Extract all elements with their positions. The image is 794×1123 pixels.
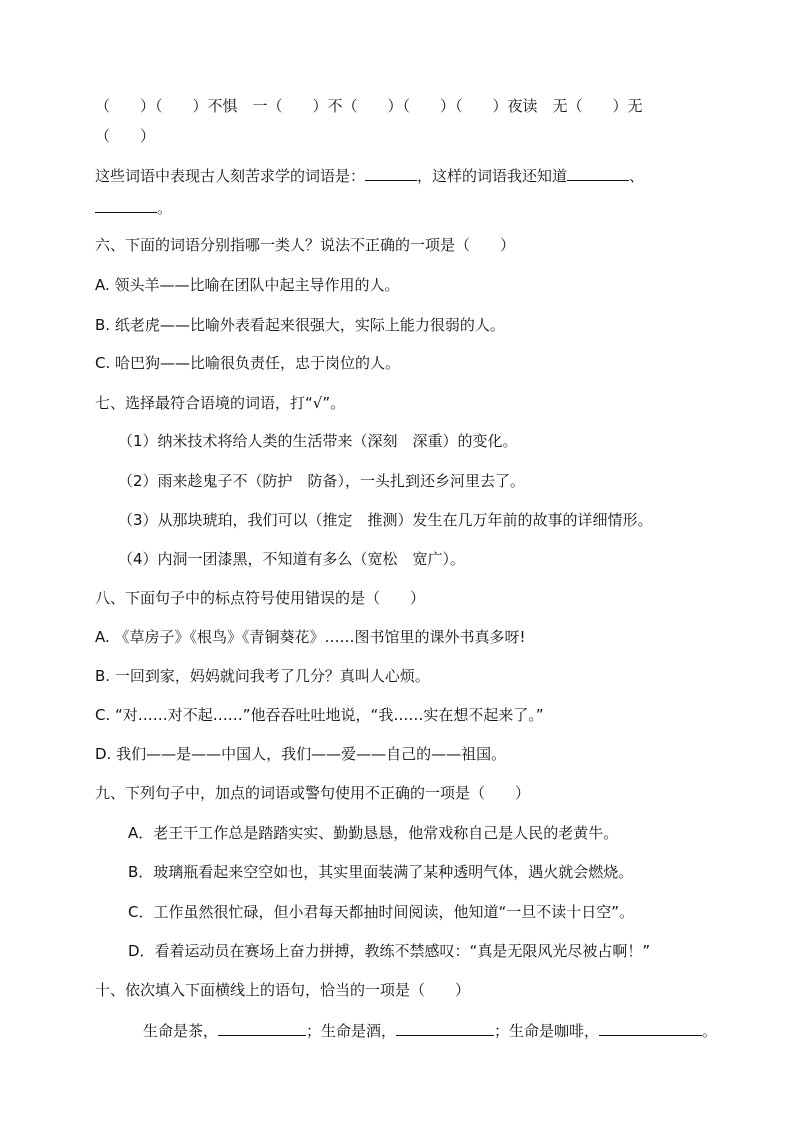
- q9-option-d: D．看着运动员在赛场上奋力拼搏，教练不禁感叹：“真是无限风光尽被占啊！”: [128, 942, 651, 960]
- q10-part3: ；生命是咖啡，: [494, 1022, 600, 1040]
- q7-title: 七、选择最符合语境的词语，打“√”。: [95, 394, 346, 412]
- q5-tail-line2: [95, 198, 172, 218]
- q9-option-c: C．工作虽然很忙碌，但小君每天都抽时间阅读，他知道“一旦不读十日空”。: [128, 903, 635, 921]
- fill-row-line1: （ ）（ ）不惧 一（ ）不（ ）（ ）（ ）夜读 无（ ）无: [95, 97, 643, 115]
- answer-blank[interactable]: [95, 198, 157, 213]
- q5-text-c: 、: [629, 167, 645, 185]
- q8-title: 八、下面句子中的标点符号使用错误的是（ ）: [95, 589, 426, 607]
- q6-option-b: B. 纸老虎——比喻外表看起来很强大，实际上能力很弱的人。: [95, 316, 505, 334]
- q10-part1: 生命是茶，: [143, 1022, 219, 1040]
- answer-blank[interactable]: [218, 1021, 306, 1036]
- q6-option-c: C. 哈巴狗——比喻很负责任，忠于岗位的人。: [95, 354, 401, 372]
- q9-option-b: B．玻璃瓶看起来空空如也，其实里面装满了某种透明气体，遇火就会燃烧。: [128, 863, 634, 881]
- q7-item-1: （1）纳米技术将给人类的生活带来（深刻 深重）的变化。: [118, 432, 518, 450]
- q8-option-a: A. 《草房子》《根鸟》《青铜葵花》……图书馆里的课外书真多呀!: [95, 628, 526, 646]
- q8-option-c: C. “对……对不起……”他吞吞吐吐地说，“我……实在想不起来了。”: [95, 706, 544, 724]
- q10-sentence: [143, 1021, 717, 1041]
- answer-blank[interactable]: [599, 1021, 702, 1036]
- q8-option-d: D. 我们——是——中国人，我们——爱——自己的——祖国。: [95, 745, 507, 763]
- q9-title: 九、下列句子中，加点的词语或警句使用不正确的一项是（ ）: [95, 784, 531, 802]
- q7-item-2: （2）雨来趁鬼子不（防护 防备），一头扎到还乡河里去了。: [118, 472, 526, 490]
- q6-option-a: A. 领头羊——比喻在团队中起主导作用的人。: [95, 276, 400, 294]
- answer-blank[interactable]: [567, 166, 629, 181]
- answer-blank[interactable]: [396, 1021, 494, 1036]
- q10-title: 十、依次填入下面横线上的语句，恰当的一项是（ ）: [95, 981, 471, 999]
- q5-text-b: ，这样的词语我还知道: [417, 167, 568, 185]
- q7-item-4: （4）内洞一团漆黑，不知道有多么（宽松 宽广）。: [118, 550, 466, 568]
- answer-blank[interactable]: [365, 166, 417, 181]
- q8-option-b: B. 一回到家，妈妈就问我考了几分？真叫人心烦。: [95, 667, 430, 685]
- q5-text-d: 。: [157, 199, 173, 217]
- q7-item-3: （3）从那块琥珀，我们可以（推定 推测）发生在几万年前的故事的详细情形。: [118, 511, 653, 529]
- q6-title: 六、下面的词语分别指哪一类人？说法不正确的一项是（ ）: [95, 236, 516, 254]
- q5-text-a: 这些词语中表现古人刻苦求学的词语是：: [95, 167, 366, 185]
- q5-tail-line1: [95, 166, 644, 186]
- q9-option-a: A．老王干工作总是踏踏实实、勤勤恳恳，他常戏称自己是人民的老黄牛。: [128, 824, 619, 842]
- q10-part4: 。: [702, 1022, 718, 1040]
- q10-part2: ；生命是酒，: [306, 1022, 397, 1040]
- fill-row-line2: （ ）: [95, 127, 156, 145]
